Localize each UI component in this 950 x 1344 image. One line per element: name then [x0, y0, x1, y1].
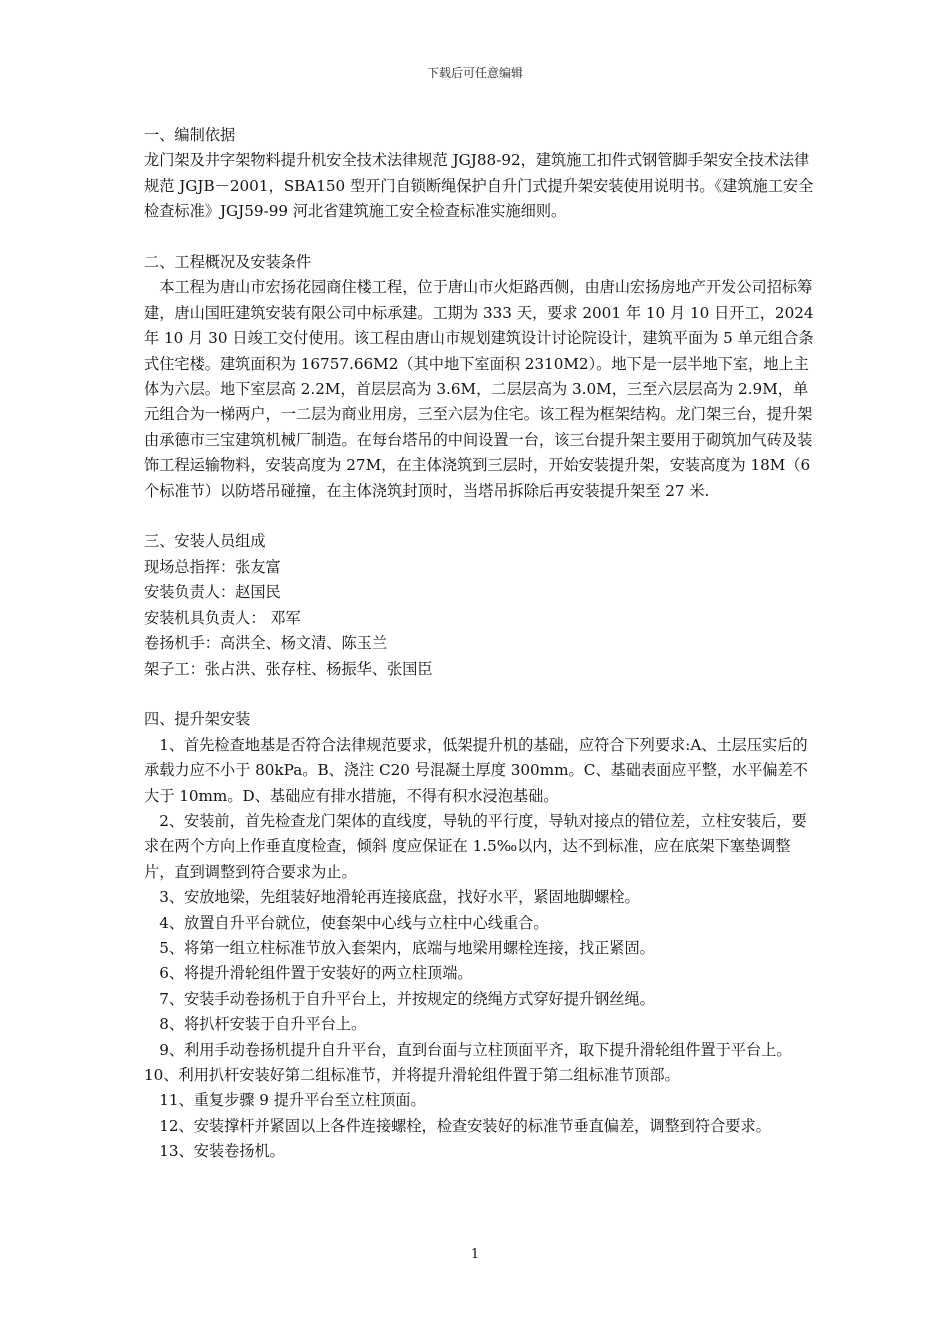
staff-line-equipment-lead: 安装机具负责人： 邓军	[144, 608, 301, 627]
section-4-heading: 四、提升架安装	[144, 710, 251, 729]
install-step-5: 5、将第一组立柱标准节放入套架内，底端与地梁用螺栓连接，找正紧固。	[159, 938, 655, 957]
install-step-10: 10、利用扒杆安装好第二组标准节，并将提升滑轮组件置于第二组标准节顶部。	[144, 1065, 680, 1084]
section-1-body: 龙门架及井字架物料提升机安全技术法律规范 JGJ88-92，建筑施工扣件式钢管脚手架安全技术法律规范 JGJB－2001，SBA150 型开门自锁断绳保护自升门式提升架安装使用说明书。《建筑施工安全检查标准》JGJ59-99 河北省建筑施工安全检查标准实施细则。	[144, 151, 814, 221]
install-step-12: 12、安装撑杆并紧固以上各件连接螺栓，检查安装好的标准节垂直偏差，调整到符合要求。	[159, 1116, 771, 1135]
staff-line-installation-lead: 安装负责人：赵国民	[144, 583, 281, 602]
install-step-1: 1、首先检查地基是否符合法律规范要求，低架提升机的基础，应符合下列要求:A、土层压实后的承载力应不小于 80kPa。B、浇注 C20 号混凝土厚度 300mm。C、基础表面应平整，水平偏差不大于 10mm。D、基础应有排水措施，不得有积水浸泡基础。	[144, 735, 808, 805]
install-step-3: 3、安放地梁，先组装好地滑轮再连接底盘，找好水平，紧固地脚螺栓。	[159, 888, 640, 907]
install-step-8: 8、将扒杆安装于自升平台上。	[159, 1015, 367, 1034]
install-step-9: 9、利用手动卷扬机提升自升平台，直到台面与立柱顶面平齐，取下提升滑轮组件置于平台上。	[159, 1040, 792, 1059]
install-step-11: 11、重复步骤 9 提升平台至立柱顶面。	[159, 1091, 426, 1110]
page-header-note: 下载后可任意编辑	[426, 66, 523, 80]
install-step-13: 13、安装卷扬机。	[159, 1142, 285, 1161]
staff-line-scaffolders: 架子工：张占洪、张存柱、杨振华、张国臣	[144, 659, 433, 678]
section-2-body: 本工程为唐山市宏扬花园商住楼工程，位于唐山市火炬路西侧，由唐山宏扬房地产开发公司招标筹建，唐山国旺建筑安装有限公司中标承建。工期为 333 天，要求 2001 年 10 月 10 日开工，2024 年 10 月 30 日竣工交付使用。该工程由唐山市规划建筑设计讨论院设计，建筑平面为 5 单元组合条式住宅楼。建筑面积为 16757.66M2（其中地下室面积 2310M2）。地下是一层半地下室，地上主体为六层。地下室层高 2.2M，首层层高为 3.6M，二层层高为 3.0M，三至六层层高为 2.9M，单元组合为一梯两户，一二层为商业用房，三至六层为住宅。该工程为框架结构。龙门架三台，提升架由承德市三宝建筑机械厂制造。在每台塔吊的中间设置一台，该三台提升架主要用于砌筑加气砖及装饰工程运输物料，安装高度为 27M，在主体浇筑到三层时，开始安装提升架，安装高度为 18M（6 个标准节）以防塔吊碰撞，在主体浇筑封顶时，当塔吊拆除后再安装提升架至 27 米.	[144, 278, 814, 500]
section-1-heading: 一、编制依据	[144, 126, 236, 144]
install-step-2: 2、安装前，首先检查龙门架体的直线度，导轨的平行度，导轨对接点的错位差，立柱安装后，要求在两个方向上作垂直度检查，倾斜 度应保证在 1.5‰以内，达不到标准，应在底架下塞垫调整片，直到调整到符合要求为止。	[144, 811, 807, 881]
section-3-heading: 三、安装人员组成	[144, 532, 266, 551]
page-number: 1	[470, 1247, 480, 1262]
section-2-heading: 二、工程概况及安装条件	[144, 253, 312, 272]
document-body	[144, 123, 814, 1165]
staff-line-commander: 现场总指挥：张友富	[144, 557, 281, 576]
staff-line-winch-operators: 卷扬机手：高洪全、杨文清、陈玉兰	[144, 634, 387, 653]
install-step-4: 4、放置自升平台就位，使套架中心线与立柱中心线重合。	[159, 913, 549, 932]
install-step-7: 7、安装手动卷扬机于自升平台上，并按规定的绕绳方式穿好提升钢丝绳。	[159, 989, 655, 1008]
install-step-6: 6、将提升滑轮组件置于安装好的两立柱顶端。	[159, 964, 473, 983]
